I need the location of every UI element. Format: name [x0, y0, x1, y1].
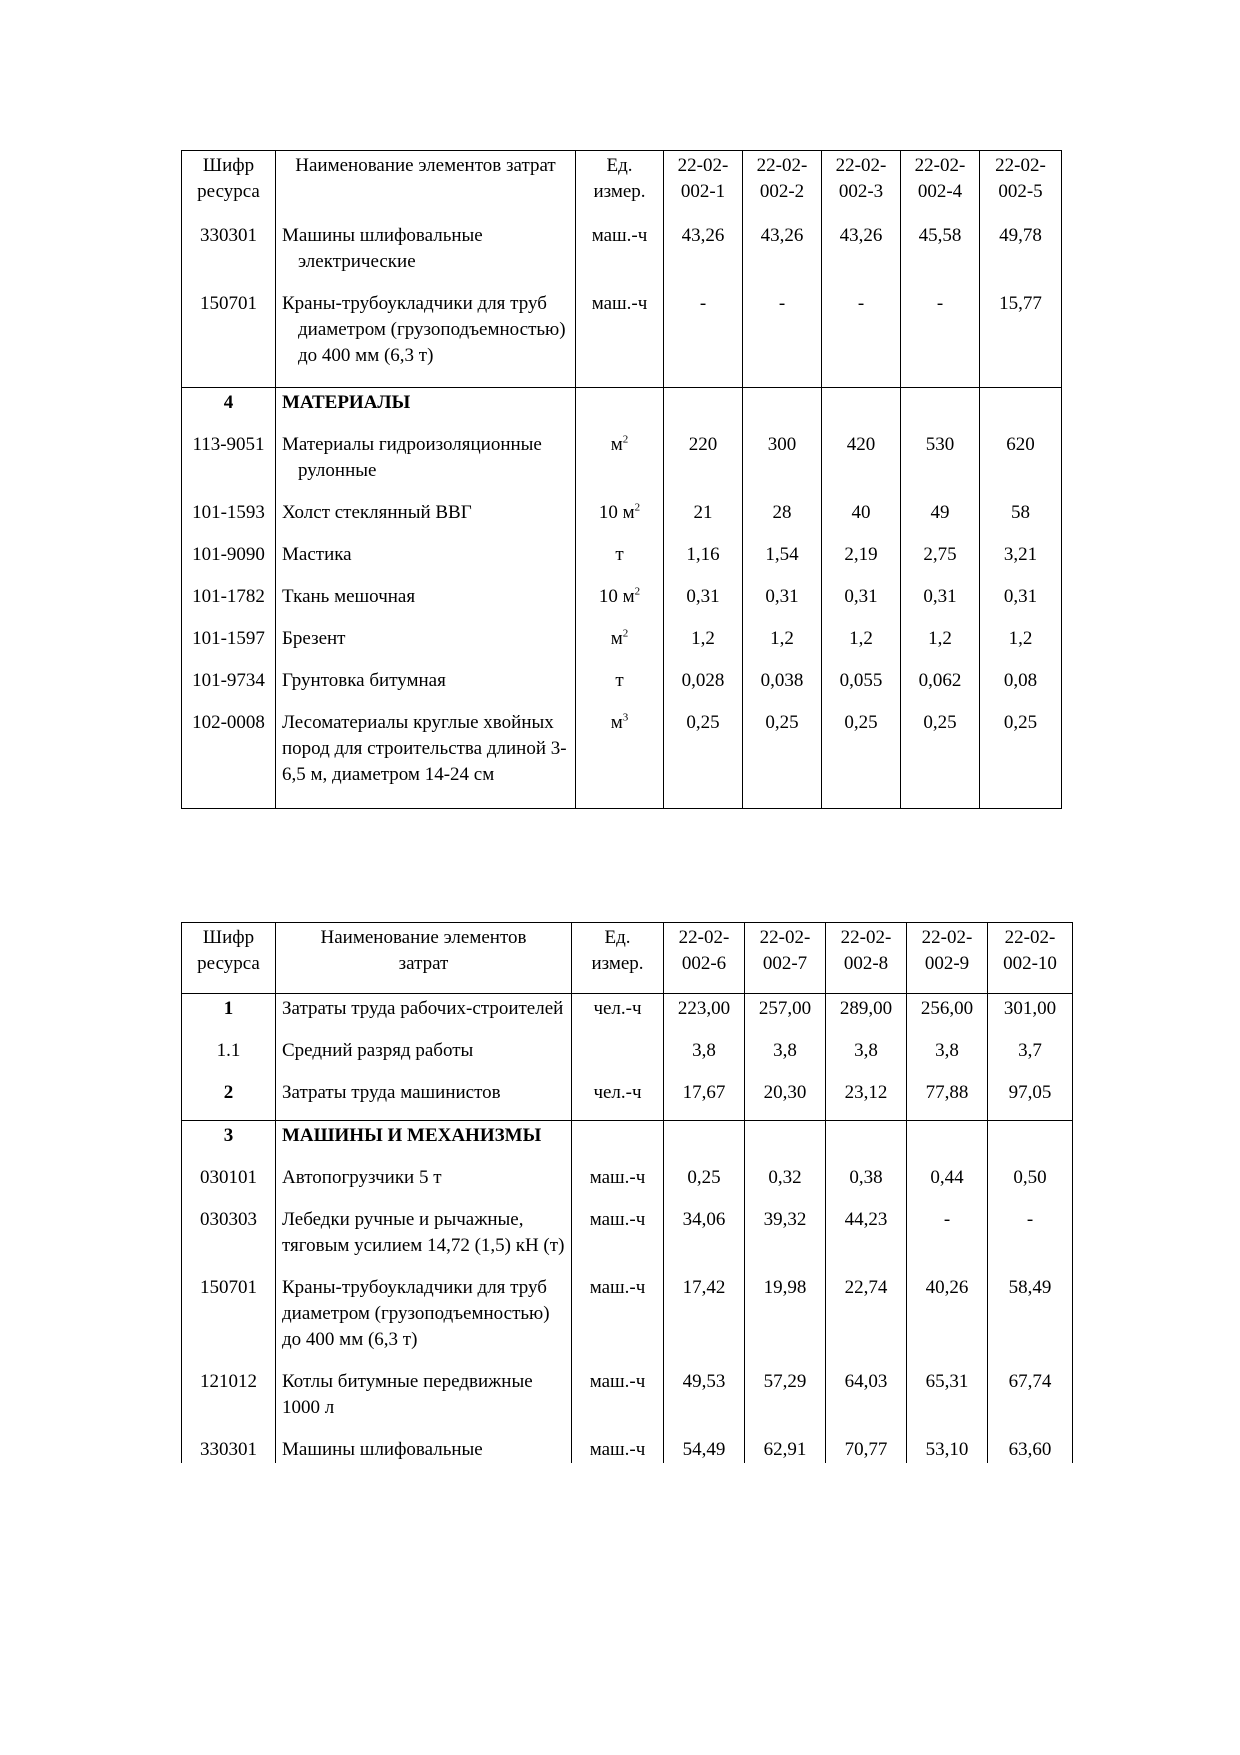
- row-code: 113-9051: [182, 430, 276, 498]
- row-value: 3,8: [664, 1036, 745, 1078]
- row-value: 40,26: [907, 1273, 988, 1367]
- row-value: 0,31: [901, 582, 980, 624]
- row-value: 256,00: [907, 994, 988, 1037]
- header-col: 22-02- 002-2: [743, 151, 822, 222]
- row-unit: маш.-ч: [576, 221, 664, 289]
- row-value: 70,77: [826, 1435, 907, 1463]
- row-code: 2: [182, 1078, 276, 1121]
- row-unit: $м^2$: [576, 430, 664, 498]
- row-value: 49,53: [664, 1367, 745, 1435]
- row-value: 0,50: [988, 1163, 1073, 1205]
- row-value: 62,91: [745, 1435, 826, 1463]
- row-value: 3,21: [980, 540, 1062, 582]
- row-code: 1.1: [182, 1036, 276, 1078]
- section-code: 3: [182, 1121, 276, 1164]
- row-value: 0,08: [980, 666, 1062, 708]
- row-value: 2,19: [822, 540, 901, 582]
- row-unit: 10 $м^2$: [576, 498, 664, 540]
- row-value: 0,31: [980, 582, 1062, 624]
- row-value: 34,06: [664, 1205, 745, 1273]
- header-col: 22-02- 002-6: [664, 923, 745, 994]
- row-code: 330301: [182, 221, 276, 289]
- header-unit: Ед. измер.: [576, 151, 664, 222]
- row-unit: $м^3$: [576, 708, 664, 809]
- row-value: 58: [980, 498, 1062, 540]
- header-col: 22-02- 002-5: [980, 151, 1062, 222]
- row-value: -: [822, 289, 901, 388]
- row-unit: маш.-ч: [572, 1273, 664, 1367]
- row-value: 223,00: [664, 994, 745, 1037]
- row-value: 0,25: [822, 708, 901, 809]
- row-value: 3,7: [988, 1036, 1073, 1078]
- row-value: 49,78: [980, 221, 1062, 289]
- row-name: Лебедки ручные и рычажные, тяговым усилием 14,72 (1,5) кН (т): [276, 1205, 572, 1273]
- row-value: -: [664, 289, 743, 388]
- table-header-row: [182, 923, 1073, 994]
- row-value: 3,8: [907, 1036, 988, 1078]
- row-value: 0,31: [743, 582, 822, 624]
- resource-table-2: [181, 922, 1073, 1463]
- header-unit: Ед. измер.: [572, 923, 664, 994]
- row-value: -: [743, 289, 822, 388]
- table-row: [182, 1163, 1073, 1205]
- row-code: 101-9090: [182, 540, 276, 582]
- row-code: 101-1597: [182, 624, 276, 666]
- row-value: 0,31: [664, 582, 743, 624]
- row-value: 67,74: [988, 1367, 1073, 1435]
- row-value: 15,77: [980, 289, 1062, 388]
- header-col: 22-02- 002-9: [907, 923, 988, 994]
- row-value: 1,2: [980, 624, 1062, 666]
- row-name: Котлы битумные передвижные 1000 л: [276, 1367, 572, 1435]
- row-code: 101-1782: [182, 582, 276, 624]
- row-code: 101-1593: [182, 498, 276, 540]
- row-unit: [572, 1036, 664, 1078]
- row-value: 0,055: [822, 666, 901, 708]
- row-value: 289,00: [826, 994, 907, 1037]
- row-unit: маш.-ч: [572, 1163, 664, 1205]
- row-value: 49: [901, 498, 980, 540]
- row-value: -: [988, 1205, 1073, 1273]
- header-col: 22-02- 002-4: [901, 151, 980, 222]
- row-name: Автопогрузчики 5 т: [276, 1163, 572, 1205]
- row-value: 0,062: [901, 666, 980, 708]
- row-value: 1,2: [901, 624, 980, 666]
- header-code: Шифр ресурса: [182, 151, 276, 222]
- row-value: 3,8: [745, 1036, 826, 1078]
- row-value: 300: [743, 430, 822, 498]
- row-value: 43,26: [822, 221, 901, 289]
- row-value: 64,03: [826, 1367, 907, 1435]
- row-value: 17,42: [664, 1273, 745, 1367]
- row-value: -: [901, 289, 980, 388]
- row-code: 150701: [182, 1273, 276, 1367]
- row-code: 1: [182, 994, 276, 1037]
- row-code: 102-0008: [182, 708, 276, 809]
- row-value: 44,23: [826, 1205, 907, 1273]
- row-value: 2,75: [901, 540, 980, 582]
- row-value: 0,32: [745, 1163, 826, 1205]
- row-code: 101-9734: [182, 666, 276, 708]
- header-col: 22-02- 002-3: [822, 151, 901, 222]
- section-title: МАТЕРИАЛЫ: [276, 388, 576, 431]
- row-name: Машины шлифовальные электрические: [276, 221, 576, 289]
- row-value: 23,12: [826, 1078, 907, 1121]
- table-row: [182, 1435, 1073, 1463]
- row-unit: т: [576, 540, 664, 582]
- table-row: [182, 1273, 1073, 1367]
- row-name: Краны-трубоукладчики для труб диаметром (грузоподъемностью) до 400 мм (6,3 т): [276, 289, 576, 388]
- row-value: 57,29: [745, 1367, 826, 1435]
- row-value: 65,31: [907, 1367, 988, 1435]
- row-code: 150701: [182, 289, 276, 388]
- section-code: 4: [182, 388, 276, 431]
- row-value: 0,31: [822, 582, 901, 624]
- row-name: Грунтовка битумная: [276, 666, 576, 708]
- row-value: 77,88: [907, 1078, 988, 1121]
- row-name: Мастика: [276, 540, 576, 582]
- table-row: [182, 1205, 1073, 1273]
- row-value: 20,30: [745, 1078, 826, 1121]
- row-value: 97,05: [988, 1078, 1073, 1121]
- row-value: 21: [664, 498, 743, 540]
- row-unit: чел.-ч: [572, 994, 664, 1037]
- row-value: -: [907, 1205, 988, 1273]
- row-value: 0,038: [743, 666, 822, 708]
- row-value: 220: [664, 430, 743, 498]
- row-value: 39,32: [745, 1205, 826, 1273]
- header-col: 22-02- 002-7: [745, 923, 826, 994]
- header-col: 22-02- 002-10: [988, 923, 1073, 994]
- row-name: Затраты труда машинистов: [276, 1078, 572, 1121]
- row-value: 43,26: [664, 221, 743, 289]
- row-value: 1,2: [822, 624, 901, 666]
- row-value: 0,25: [664, 708, 743, 809]
- row-code: 121012: [182, 1367, 276, 1435]
- row-value: 1,2: [664, 624, 743, 666]
- header-col: 22-02- 002-1: [664, 151, 743, 222]
- row-value: 620: [980, 430, 1062, 498]
- table-row: [182, 994, 1073, 1037]
- row-name: Материалы гидроизоляционные рулонные: [276, 430, 576, 498]
- row-value: 301,00: [988, 994, 1073, 1037]
- row-name: Краны-трубоукладчики для труб диаметром (грузоподъемностью) до 400 мм (6,3 т): [276, 1273, 572, 1367]
- header-name: Наименование элементов затрат: [276, 151, 576, 222]
- row-value: 54,49: [664, 1435, 745, 1463]
- row-code: 030101: [182, 1163, 276, 1205]
- row-value: 0,25: [901, 708, 980, 809]
- row-value: 0,38: [826, 1163, 907, 1205]
- row-value: 43,26: [743, 221, 822, 289]
- row-name: Брезент: [276, 624, 576, 666]
- row-name: Лесоматериалы круглые хвойных пород для строительства длиной 3-6,5 м, диаметром 14-24 см: [276, 708, 576, 809]
- row-unit: маш.-ч: [576, 289, 664, 388]
- row-unit: маш.-ч: [572, 1435, 664, 1463]
- row-value: 19,98: [745, 1273, 826, 1367]
- row-value: 1,16: [664, 540, 743, 582]
- row-value: 1,54: [743, 540, 822, 582]
- row-unit: чел.-ч: [572, 1078, 664, 1121]
- row-code: 330301: [182, 1435, 276, 1463]
- row-unit: 10 $м^2$: [576, 582, 664, 624]
- row-value: 3,8: [826, 1036, 907, 1078]
- row-name: Затраты труда рабочих-строителей: [276, 994, 572, 1037]
- row-value: 58,49: [988, 1273, 1073, 1367]
- table-row: [182, 1036, 1073, 1078]
- row-unit: $м^2$: [576, 624, 664, 666]
- row-code: 030303: [182, 1205, 276, 1273]
- section-title: МАШИНЫ И МЕХАНИЗМЫ: [276, 1121, 572, 1164]
- row-value: 17,67: [664, 1078, 745, 1121]
- row-name: Холст стеклянный ВВГ: [276, 498, 576, 540]
- row-value: 1,2: [743, 624, 822, 666]
- row-value: 0,44: [907, 1163, 988, 1205]
- row-name: Машины шлифовальные: [276, 1435, 572, 1463]
- header-code: Шифр ресурса: [182, 923, 276, 994]
- section-row: [182, 1121, 1073, 1164]
- row-value: 28: [743, 498, 822, 540]
- header-col: 22-02- 002-8: [826, 923, 907, 994]
- row-value: 0,25: [743, 708, 822, 809]
- row-name: Средний разряд работы: [276, 1036, 572, 1078]
- row-name: Ткань мешочная: [276, 582, 576, 624]
- table-row: [182, 1078, 1073, 1121]
- row-value: 22,74: [826, 1273, 907, 1367]
- row-value: 420: [822, 430, 901, 498]
- row-value: 53,10: [907, 1435, 988, 1463]
- row-value: 0,25: [980, 708, 1062, 809]
- row-value: 63,60: [988, 1435, 1073, 1463]
- row-value: 0,028: [664, 666, 743, 708]
- row-value: 0,25: [664, 1163, 745, 1205]
- row-unit: маш.-ч: [572, 1205, 664, 1273]
- header-name: Наименование элементов затрат: [276, 923, 572, 994]
- row-value: 530: [901, 430, 980, 498]
- row-unit: т: [576, 666, 664, 708]
- row-unit: маш.-ч: [572, 1367, 664, 1435]
- row-value: 45,58: [901, 221, 980, 289]
- row-value: 40: [822, 498, 901, 540]
- row-value: 257,00: [745, 994, 826, 1037]
- table-row: [182, 1367, 1073, 1435]
